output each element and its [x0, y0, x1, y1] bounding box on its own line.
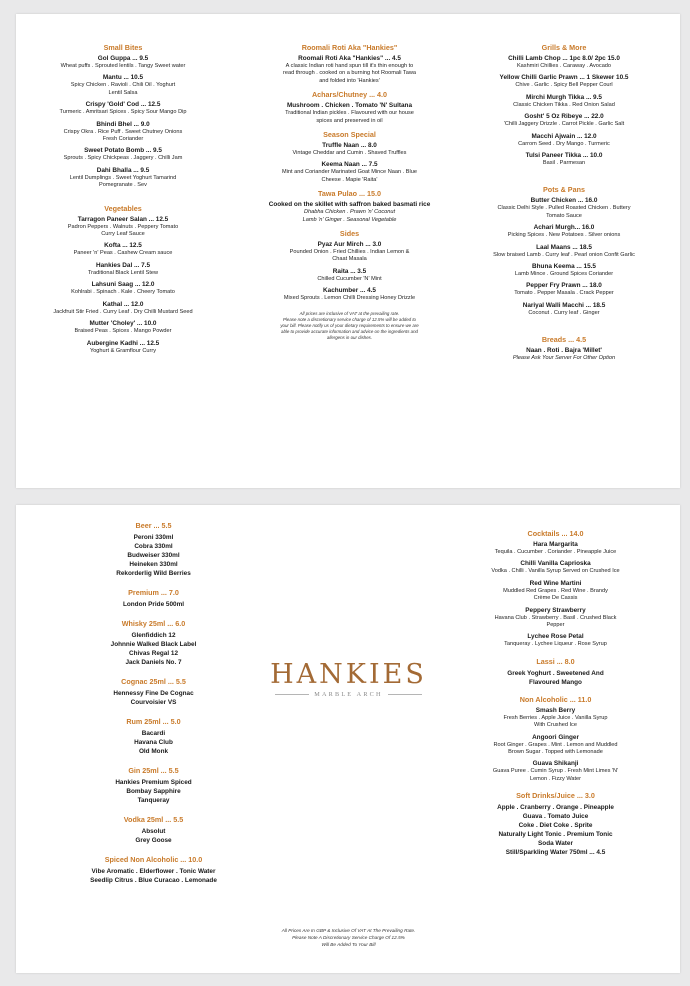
- text-line: Budweiser 330ml: [127, 552, 180, 559]
- item-list: [258, 241, 441, 303]
- menu-item-description: Padron Peppers . Walnuts . Peppery Tomato: [67, 223, 179, 230]
- menu-item-description: Root Ginger . Grapes . Mint . Lemon and Muddled: [493, 741, 618, 748]
- section-pots-pans: [453, 185, 675, 317]
- menu-item: [18, 55, 228, 70]
- menu-item-description: 'Chilli Jaggery Drizzle . Carrot Pickle . Garlic Salt: [503, 121, 625, 128]
- menu-item: [18, 262, 228, 277]
- drinks-column-right: [448, 529, 663, 867]
- menu-item: [453, 244, 675, 259]
- menu-item-description: Tomato Sauce: [546, 212, 582, 219]
- text-line: Old Monk: [138, 748, 169, 755]
- menu-item: [448, 707, 663, 730]
- menu-item-description: Kohlrabi . Spinach . Kale . Cheery Tomato: [71, 289, 175, 296]
- menu-item: [18, 147, 228, 162]
- text-line: Will Be Added To Your Bill: [321, 941, 376, 947]
- item-list: [18, 55, 228, 190]
- text-line: Rekorderlig Wild Berries: [116, 570, 191, 577]
- menu-item-name: Macchi Ajwain ... 12.0: [531, 132, 597, 140]
- section-title: Premium ... 7.0: [128, 588, 179, 597]
- menu-item-name: Bhuna Keema ... 15.5: [532, 263, 596, 271]
- menu-item-name: Truffle Naan ... 8.0: [322, 142, 377, 150]
- section-season-special: [258, 130, 441, 184]
- menu-item: [453, 113, 675, 128]
- menu-item: [453, 302, 675, 317]
- menu-item-name: Bhindi Bhel ... 9.0: [96, 120, 150, 128]
- menu-item-description: Fresh Coriander: [102, 136, 144, 143]
- menu-item-description: Sprouts . Spicy Chickpeas . Jaggery . Chilli Jam: [63, 155, 183, 162]
- section-rum: [56, 717, 251, 756]
- allergen-footnote: [275, 311, 425, 341]
- section-title: Pots & Pans: [543, 185, 585, 195]
- menu-item-description: Yoghurt & Gramflour Curry: [89, 347, 156, 354]
- menu-item-description: Picking Spices . New Potatoes . Silver onions: [507, 232, 621, 239]
- section-title: Sides: [339, 229, 360, 239]
- text-line: Naturally Light Tonic . Premium Tonic: [498, 831, 613, 839]
- drinks-menu-page: [16, 505, 680, 973]
- menu-item-name: Keema Naan ... 7.5: [321, 161, 378, 169]
- menu-item-name: Butter Chicken ... 16.0: [530, 197, 598, 205]
- menu-item: [448, 760, 663, 783]
- text-line: Jack Daniels No. 7: [125, 659, 182, 666]
- menu-item-name: Lychee Rose Petal: [527, 633, 584, 641]
- text-line: Soda Water: [538, 840, 573, 848]
- section-non-alcoholic: [448, 695, 663, 783]
- section-gin: [56, 766, 251, 805]
- menu-item-name: Sweet Potato Bomb ... 9.5: [84, 147, 162, 155]
- menu-item-name: Pepper Fry Prawn ... 18.0: [526, 282, 602, 290]
- section-cocktails: [448, 529, 663, 649]
- menu-item-name: Dahi Bhalla ... 9.5: [96, 166, 150, 174]
- brand-subtitle-row: [256, 691, 441, 698]
- section-title: Beer ... 5.5: [135, 521, 172, 530]
- section-title: Vegetables: [104, 203, 142, 213]
- menu-column-left: [18, 43, 228, 365]
- menu-item-description: and folded into 'Hankies': [319, 77, 380, 84]
- text-line: Please Note A Discretionary Service Charge Of 12.5%: [292, 934, 405, 940]
- menu-item-description: Lemon . Fizzy Water: [529, 775, 582, 782]
- text-line: All prices are inclusive of VAT at the prevailing rate.: [299, 310, 400, 316]
- section-title: Cocktails ... 14.0: [527, 529, 584, 538]
- menu-item: [453, 263, 675, 278]
- text-line: Tanqueray: [137, 797, 170, 804]
- item-list: [453, 55, 675, 167]
- menu-item: [18, 301, 228, 316]
- menu-item-description: Chilled Cucumber 'N' Mint: [317, 275, 382, 282]
- menu-item-name: Mushroom . Chicken . Tomato 'N' Sultana: [286, 102, 413, 110]
- menu-item-name: Gol Guppa ... 9.5: [97, 55, 149, 62]
- menu-item-description: Curry Leaf Sauce: [101, 231, 145, 238]
- menu-item-description: Wheat puffs . Sprouted lentils . Tangy Sweet water: [60, 63, 186, 69]
- text-line: Coke . Diet Coke . Sprite: [518, 822, 593, 830]
- menu-item-name: Guava Shikanji: [532, 760, 579, 768]
- text-line: Guava . Tomato Juice: [522, 813, 589, 821]
- section-beer: [56, 521, 251, 578]
- section-spiced-non-alcoholic: [56, 855, 251, 885]
- section-tawa-pulao: [258, 189, 441, 224]
- item-list: [18, 216, 228, 355]
- section-title: Grills & More: [541, 43, 587, 52]
- menu-item-name: Aubergine Kadhi ... 12.5: [86, 339, 160, 347]
- section-title: Non Alcoholic ... 11.0: [519, 694, 592, 704]
- menu-item: [448, 607, 663, 630]
- menu-item: [258, 102, 441, 125]
- item-list: [448, 541, 663, 649]
- menu-item-description: Tomato . Pepper Masala . Crack Pepper: [514, 290, 614, 297]
- section-roomali: [258, 43, 441, 85]
- menu-item-description: Lamb Mince . Ground Spices Coriander: [514, 271, 614, 278]
- section-title: Vodka 25ml ... 5.5: [123, 815, 184, 824]
- text-line: Still/Sparkling Water 750ml ... 4.5: [505, 849, 606, 857]
- menu-item-description: Vodka . Chilli . Vanilla Syrup Served on Crushed Ice: [491, 568, 620, 575]
- food-menu-page: [16, 14, 680, 488]
- menu-item: [453, 74, 675, 89]
- text-line: able to provide accurate information and advice on the ingredients and: [281, 328, 418, 334]
- menu-item-name: Chilli Lamb Chop ... 1pc 8.0/ 2pc 15.0: [508, 55, 620, 62]
- menu-item: [448, 633, 663, 648]
- menu-item-description: Havana Club . Strawberry . Basil . Crushed Black: [494, 614, 617, 621]
- menu-item: [448, 541, 663, 556]
- menu-item-description: Coconut . Curry leaf . Ginger: [528, 309, 600, 316]
- menu-column-right: [453, 43, 675, 373]
- section-premium: [56, 588, 251, 609]
- menu-item-name: Gosht' 5 Oz Ribeye ... 22.0: [524, 113, 604, 121]
- menu-item-description: Mixed Sprouts . Lemon Chilli Dressing Honey Drizzle: [283, 295, 416, 302]
- menu-item-description: Classic Delhi Style . Pulled Roasted Chicken . Buttery: [497, 205, 631, 212]
- menu-item-name: Achari Murgh... 16.0: [533, 224, 595, 232]
- menu-item-description: A classic Indian roti hand spun till it's thin enough to: [285, 63, 414, 69]
- menu-item-description: Dhabha Chicken . Prawn 'n' Coconut: [303, 209, 396, 216]
- section-title: Roomali Roti Aka "Hankies": [301, 43, 398, 52]
- text-line: Peroni 330ml: [133, 534, 174, 541]
- text-line: Johnnie Walked Black Label: [110, 641, 197, 648]
- menu-item-description: Vintage Cheddar and Cumin . Shaved Truffles: [292, 150, 407, 157]
- item-list: [258, 142, 441, 184]
- text-line: Vibe Aromatic . Elderflower . Tonic Water: [91, 868, 216, 875]
- text-line: Please note a discretionary service charge of 12.5% will be added to: [282, 316, 417, 322]
- menu-item-name: Crispy 'Gold' Cod ... 12.5: [85, 101, 161, 109]
- menu-column-center: [258, 43, 441, 341]
- section-vodka: [56, 815, 251, 845]
- menu-item: [453, 282, 675, 297]
- section-title: Season Special: [323, 130, 376, 140]
- menu-item: [258, 142, 441, 157]
- menu-item: [453, 133, 675, 148]
- section-title: Breads ... 4.5: [541, 335, 587, 345]
- section-small-bites: [18, 43, 228, 190]
- text-line: Glenfiddich 12: [131, 632, 176, 639]
- menu-item-name: Mantu ... 10.5: [102, 74, 144, 82]
- menu-item: [453, 94, 675, 109]
- section-vegetables: [18, 204, 228, 355]
- menu-item-description: Classic Chicken Tikka . Red Onion Salad: [513, 101, 615, 108]
- pricing-footnote: [261, 928, 436, 948]
- drinks-column-left: [56, 521, 251, 895]
- section-cognac: [56, 677, 251, 707]
- menu-item-description: Crispy Okra . Rice Puff . Sweet Chutney Onions: [63, 128, 183, 135]
- menu-item-name: Mutter 'Choley' ... 10.0: [89, 320, 157, 328]
- menu-item-name: Red Wine Martini: [529, 579, 582, 587]
- section-title: Cognac 25ml ... 5.5: [121, 677, 186, 686]
- menu-item-name: Tulsi Paneer Tikka ... 10.0: [525, 152, 603, 160]
- section-grills: [453, 43, 675, 167]
- section-title: Achars/Chutney ... 4.0: [311, 90, 388, 100]
- menu-item: [258, 55, 441, 85]
- menu-item-name: Kathal ... 12.0: [102, 300, 144, 308]
- menu-item-description: Pepper: [546, 622, 565, 629]
- text-line: Chivas Regal 12: [128, 650, 179, 657]
- text-line: Greek Yoghurt . Sweetened And: [507, 669, 604, 677]
- section-title: Small Bites: [103, 43, 143, 52]
- text-line: London Pride 500ml: [122, 601, 185, 608]
- menu-item-name: Hara Margarita: [533, 541, 578, 548]
- text-line: Bombay Sapphire: [126, 788, 181, 795]
- text-line: Seedlip Citrus . Blue Curacao . Lemonade: [90, 877, 217, 884]
- menu-item-name: Yellow Chilli Garlic Prawn ... 1 Skewer 10.5: [499, 74, 629, 82]
- menu-item-name: Lahsuni Saag ... 12.0: [91, 281, 155, 289]
- item-list: [453, 347, 675, 362]
- section-title: Whisky 25ml ... 6.0: [121, 619, 186, 628]
- section-whisky: [56, 619, 251, 667]
- text-line: All Prices Are In GBP & Inclusive Of VAT At The Prevailing Rate.: [281, 928, 416, 933]
- menu-item-description: spices and preserved in oil: [316, 117, 383, 124]
- menu-item: [258, 161, 441, 184]
- menu-item-description: Lentil Salsa: [108, 89, 138, 96]
- menu-item-name: Raita ... 3.5: [332, 267, 367, 275]
- text-line: Courvoisier VS: [130, 699, 177, 706]
- menu-item-name: Kachumber ... 4.5: [323, 287, 376, 295]
- menu-item-description: Traditional Indian pickles . Flavoured with our house: [285, 110, 414, 117]
- menu-item-description: Carrom Seed . Dry Mango . Turmeric: [518, 140, 610, 147]
- menu-item: [18, 281, 228, 296]
- menu-item-description: Lentil Dumplings . Sweet Yoghurt Tamarind: [69, 174, 177, 181]
- section-title: Spiced Non Alcoholic ... 10.0: [104, 855, 203, 864]
- menu-item-description: Tequila . Cucumber . Coriander . Pineapple Juice: [494, 549, 617, 555]
- section-sides: [258, 229, 441, 303]
- menu-item: [453, 197, 675, 220]
- menu-item: [453, 224, 675, 239]
- menu-item-description: Chaat Masala: [332, 256, 367, 263]
- text-line: Havana Club: [134, 739, 173, 746]
- menu-item: [258, 201, 441, 224]
- menu-item-description: Basil . Parmesan: [542, 160, 586, 167]
- menu-item-description: Crème De Cassis: [533, 595, 578, 602]
- menu-item: [258, 241, 441, 264]
- menu-item-name: Cooked on the skillet with saffron baked basmati rice: [268, 201, 431, 209]
- menu-item: [18, 167, 228, 190]
- menu-item-name: Tarragon Paneer Salan ... 12.5: [77, 215, 169, 223]
- menu-item: [453, 347, 675, 362]
- menu-item: [448, 734, 663, 757]
- menu-item-description: Mint and Coriander Marinated Goat Mince Naan . Blue: [282, 169, 417, 176]
- menu-item-description: Muddled Red Grapes . Red Wine . Brandy: [503, 587, 608, 594]
- text-line: Flavoured Mango: [529, 678, 582, 686]
- menu-item: [18, 320, 228, 335]
- menu-item: [258, 268, 441, 283]
- menu-item-name: Pyaz Aur Mirch ... 3.0: [317, 241, 382, 249]
- menu-item-description: Chive . Garlic . Spicy Bell Pepper Courl: [515, 82, 613, 89]
- menu-item-name: Laal Maans ... 18.5: [536, 243, 592, 251]
- section-breads: [453, 335, 675, 362]
- menu-item-description: read through . cooked on a burning hot Roomali Tawa: [283, 70, 416, 77]
- menu-item: [18, 340, 228, 355]
- menu-item-name: Kofta ... 12.5: [104, 242, 142, 250]
- text-line: Cobra 330ml: [134, 543, 173, 550]
- menu-item-description: Fresh Berries . Apple Juice . Vanilla Syrup: [503, 714, 608, 721]
- section-title: Lassi ... 8.0: [536, 656, 575, 666]
- menu-item-description: Pounded Onion . Fried Chillies . Indian Lemon &: [289, 249, 410, 256]
- section-soft-drinks: [448, 791, 663, 857]
- divider-line: [388, 694, 422, 695]
- item-list: [258, 55, 441, 85]
- menu-item: [18, 121, 228, 144]
- section-achars: [258, 90, 441, 125]
- menu-item: [448, 560, 663, 575]
- text-line: Apple . Cranberry . Orange . Pineapple: [497, 804, 614, 812]
- section-title: Rum 25ml ... 5.0: [126, 717, 181, 726]
- menu-item-name: Hankies Dal ... 7.5: [96, 261, 150, 269]
- menu-item-name: Mirchi Murgh Tikka ... 9.5: [526, 93, 602, 101]
- menu-item-name: Nariyal Walli Macchi ... 18.5: [522, 301, 606, 309]
- menu-item-description: Traditional Black Lentil Stew: [87, 269, 159, 276]
- section-title: Tawa Pulao ... 15.0: [318, 189, 381, 199]
- menu-item: [453, 152, 675, 167]
- brand-location: MARBLE ARCH: [314, 691, 383, 698]
- section-lassi: [448, 657, 663, 687]
- text-line: Hennessy Fine De Cognac: [113, 690, 194, 697]
- menu-item: [18, 216, 228, 239]
- item-list: [453, 197, 675, 317]
- menu-item-name: Chilli Vanilla Caprioska: [520, 560, 591, 568]
- divider-line: [275, 694, 309, 695]
- menu-item-name: Smash Berry: [535, 706, 576, 714]
- menu-item-description: Cheese . Mapie 'Raita': [321, 176, 378, 183]
- menu-item: [258, 287, 441, 302]
- menu-item: [18, 242, 228, 257]
- text-line: allergens in our dishes.: [326, 334, 373, 340]
- brand-name: HANKIES: [270, 659, 427, 690]
- menu-item: [448, 580, 663, 603]
- menu-item: [18, 74, 228, 97]
- menu-item-description: Kashmiri Chillies . Caraway . Avocado: [516, 63, 612, 69]
- menu-item-description: Spicy Chicken . Ravioli . Chili Oil . Yoghurt: [70, 82, 176, 89]
- menu-item-description: Tanqueray . Lychee Liqueur . Rose Syrup: [504, 641, 607, 648]
- menu-item-description: Guava Puree . Cumin Syrup . Fresh Mint Limes 'N': [492, 768, 619, 775]
- section-title: Gin 25ml ... 5.5: [128, 766, 179, 775]
- menu-item-description: With Crushed Ice: [534, 722, 577, 729]
- menu-item: [18, 101, 228, 116]
- text-line: Hankies Premium Spiced: [115, 779, 192, 786]
- item-list: [448, 707, 663, 783]
- menu-item-name: Naan . Roti . Bajra 'Millet': [526, 347, 602, 355]
- text-line: Grey Goose: [135, 837, 172, 844]
- menu-item-description: Slow braised Lamb . Curry leaf . Pearl onion Confit Garlic: [493, 251, 635, 258]
- menu-item-description: Paneer 'n' Peas . Cashew Cream sauce: [73, 250, 173, 257]
- menu-item-description: Braised Peas . Spices . Mango Powder: [74, 328, 172, 335]
- menu-item: [453, 55, 675, 70]
- text-line: your bill. Please notify us of your dietary requirements to ensure we are: [280, 322, 419, 328]
- section-title: Soft Drinks/Juice ... 3.0: [516, 791, 595, 801]
- menu-item-name: Angoori Ginger: [532, 733, 579, 741]
- menu-item-description: Jackfruit Stir Fried . Curry Leaf . Dry Chilli Mustard Seed: [53, 308, 193, 315]
- text-line: Bacardi: [141, 730, 166, 737]
- item-list: [258, 201, 441, 224]
- hankies-logo: [256, 660, 441, 698]
- menu-item-description: Please Ask Your Server For Other Option: [512, 355, 616, 362]
- menu-item-name: Roomali Roti Aka "Hankies" ... 4.5: [298, 55, 401, 62]
- text-line: Absolut: [141, 828, 166, 835]
- menu-item-description: Brown Sugar . Topped with Lemonade: [508, 749, 603, 756]
- text-line: Heineken 330ml: [129, 561, 178, 568]
- item-list: [258, 102, 441, 125]
- menu-item-name: Peppery Strawberry: [525, 606, 586, 614]
- menu-item-description: Pomegranate . Sev: [99, 182, 147, 189]
- menu-item-description: Lamb 'n' Ginger . Seasonal Vegetable: [302, 216, 397, 223]
- menu-item-description: Turmeric . Amritsari Spices . Spicy Sour Mango Dip: [59, 109, 187, 116]
